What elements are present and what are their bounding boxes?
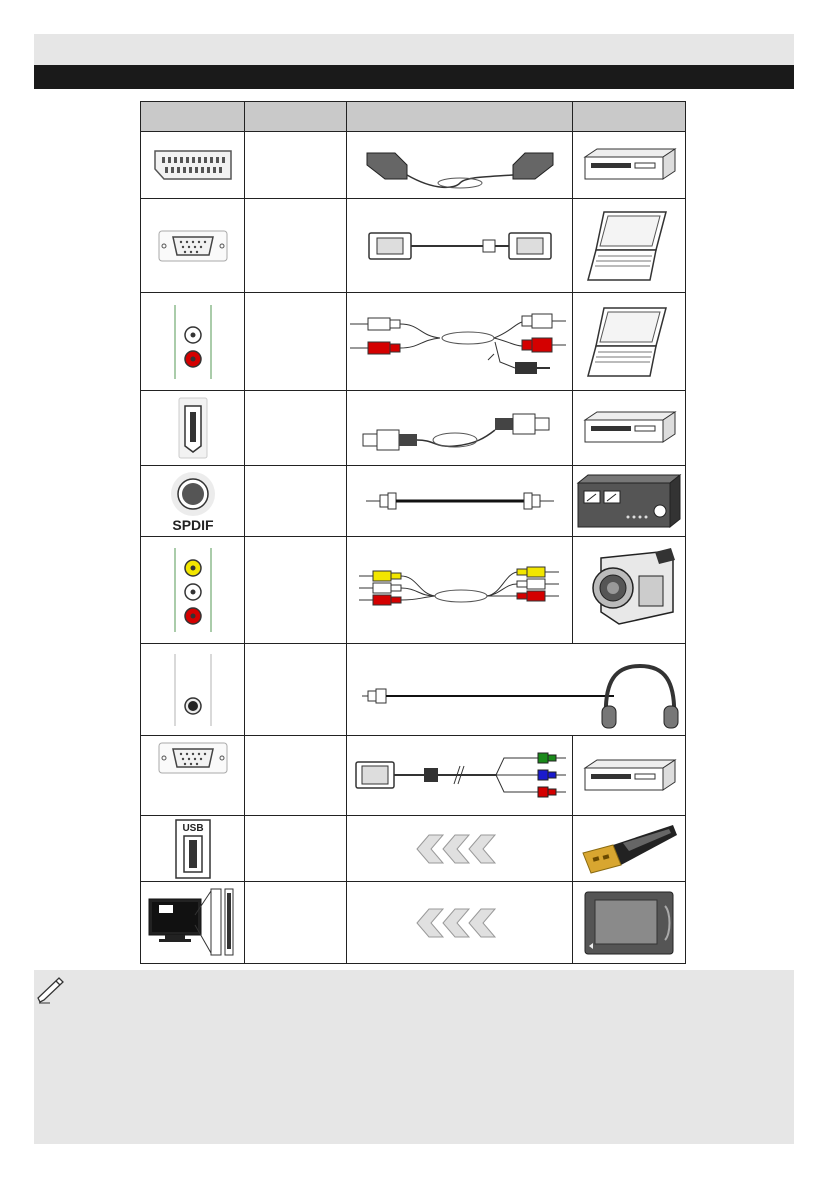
audio-rca-cable-icon [350, 302, 570, 382]
headphone-port-icon [163, 650, 223, 730]
table-row [141, 132, 686, 199]
camcorder-icon [579, 542, 679, 638]
pencil-note-icon [36, 976, 66, 1004]
scart-port-icon [152, 145, 234, 185]
connector-type-label [245, 293, 347, 391]
column-header-type [245, 102, 347, 132]
connector-type-label [245, 816, 347, 882]
connector-type-label [245, 736, 347, 816]
connector-type-label [245, 391, 347, 466]
dvd-player-icon [579, 408, 679, 448]
vga-port-icon [157, 228, 229, 264]
connector-type-label [245, 537, 347, 644]
usb-label: USB [181, 822, 204, 834]
headphone-cable-icon [348, 650, 684, 730]
table-row [141, 199, 686, 293]
dvd-player-icon [579, 756, 679, 796]
ypbpr-cable-icon [350, 746, 570, 806]
hdmi-port-icon [173, 396, 213, 460]
ypbpr-port-icon [157, 740, 229, 776]
ci-module-icon [581, 888, 677, 958]
usb-stick-icon [577, 821, 681, 877]
header-band [34, 34, 794, 65]
connections-table [140, 101, 686, 964]
table-row [141, 537, 686, 644]
connector-type-label [245, 199, 347, 293]
usb-port-icon [173, 818, 213, 880]
pc-audio-port-icon [163, 299, 223, 385]
scart-cable-icon [355, 135, 565, 195]
dvd-recorder-icon [579, 145, 679, 185]
connector-type-label [245, 882, 347, 964]
table-row [141, 466, 686, 537]
insert-arrows-icon [405, 829, 515, 869]
vga-cable-icon [355, 221, 565, 271]
table-row [141, 644, 686, 736]
coaxial-cable-icon [360, 486, 560, 516]
table-header-row [141, 102, 686, 132]
column-header-cables [347, 102, 573, 132]
table-row [141, 882, 686, 964]
hdmi-cable-icon [355, 398, 565, 458]
title-bar [34, 65, 794, 89]
table-row [141, 293, 686, 391]
column-header-device [573, 102, 686, 132]
laptop-icon [584, 206, 674, 286]
spdif-label: SPDIF [171, 517, 214, 533]
connector-type-label [245, 132, 347, 199]
table-row [141, 736, 686, 816]
spdif-port-icon [153, 468, 233, 534]
column-header-connector [141, 102, 245, 132]
av-port-icon [163, 542, 223, 638]
table-row [141, 391, 686, 466]
note-area [34, 970, 794, 1144]
amplifier-icon [576, 471, 682, 531]
ci-slot-icon [145, 887, 241, 959]
insert-arrows-icon [405, 903, 515, 943]
laptop-icon [584, 302, 674, 382]
connector-type-label [245, 644, 347, 736]
table-row [141, 816, 686, 882]
av-rca-cable-icon [355, 550, 565, 630]
